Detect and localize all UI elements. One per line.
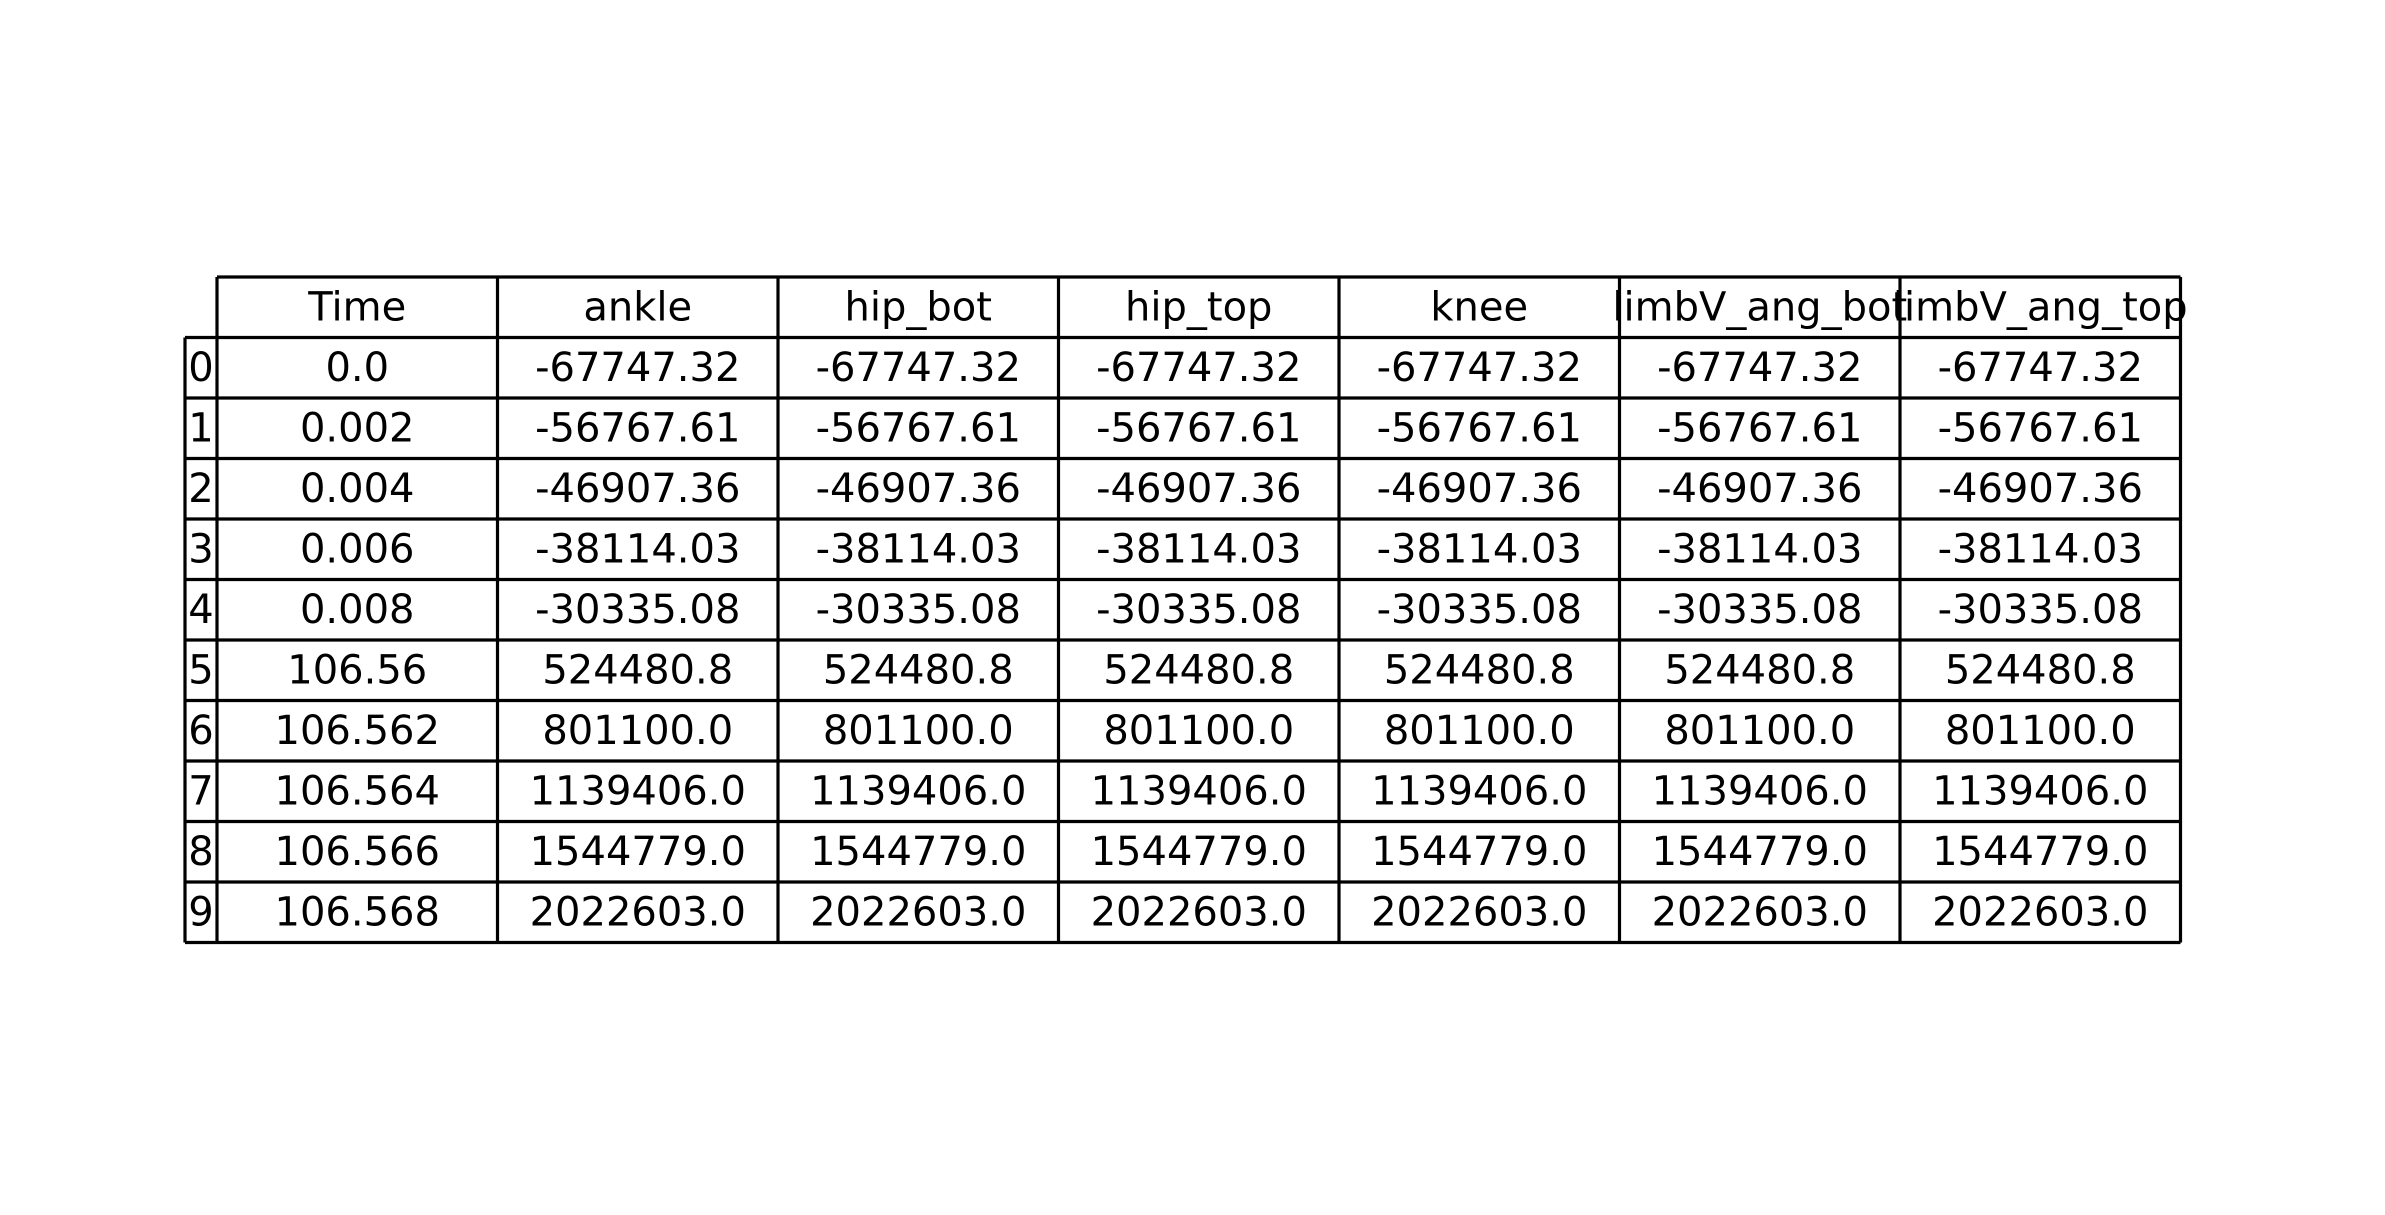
table-cell: -56767.61 — [535, 405, 741, 452]
table-cell: 106.566 — [274, 828, 440, 875]
table-cell: 801100.0 — [1383, 707, 1575, 754]
table-cell: 0.0 — [325, 344, 390, 391]
table-cell: 801100.0 — [1103, 707, 1295, 754]
table-cell: -30335.08 — [1657, 586, 1863, 633]
table-cell: 106.564 — [274, 768, 440, 815]
table-cell: -30335.08 — [1376, 586, 1582, 633]
table-cell: -38114.03 — [815, 526, 1021, 573]
table-cell: -30335.08 — [1937, 586, 2143, 633]
row-index-label: 2 — [188, 465, 214, 512]
table-cell: 524480.8 — [1664, 647, 1856, 694]
table-cell: -67747.32 — [1657, 344, 1863, 391]
table-cell: -56767.61 — [1096, 405, 1302, 452]
table-cell: 2022603.0 — [1371, 889, 1588, 936]
column-header-time: Time — [308, 284, 407, 331]
table-cell: 0.008 — [299, 586, 415, 633]
row-index-label: 8 — [188, 828, 214, 875]
table-cell: -67747.32 — [1096, 344, 1302, 391]
table-cell: 1139406.0 — [529, 768, 746, 815]
table-cell: -67747.32 — [1937, 344, 2143, 391]
table-cell: -46907.36 — [535, 465, 741, 512]
table-cell: 106.56 — [287, 647, 428, 694]
table-cell: 1139406.0 — [1651, 768, 1868, 815]
table-cell: 1544779.0 — [810, 828, 1027, 875]
table-cell: -46907.36 — [1657, 465, 1863, 512]
table-cell: 801100.0 — [1664, 707, 1856, 754]
row-index-label: 6 — [188, 707, 214, 754]
table-cell: -56767.61 — [1376, 405, 1582, 452]
table-cell: 106.562 — [274, 707, 440, 754]
table-cell: 2022603.0 — [1651, 889, 1868, 936]
table-cell: -56767.61 — [1657, 405, 1863, 452]
table-cell: 801100.0 — [1944, 707, 2136, 754]
table-cell: -30335.08 — [815, 586, 1021, 633]
table-cell: -38114.03 — [1657, 526, 1863, 573]
table-cell: 0.004 — [299, 465, 415, 512]
table-cell: 524480.8 — [542, 647, 734, 694]
table-cell: 2022603.0 — [1090, 889, 1307, 936]
table-cell: -46907.36 — [1376, 465, 1582, 512]
table-cell: 106.568 — [274, 889, 440, 936]
table-cell: -46907.36 — [1096, 465, 1302, 512]
table-cell: -38114.03 — [1096, 526, 1302, 573]
column-header-hip-top: hip_top — [1125, 284, 1273, 331]
table-cell: 2022603.0 — [1932, 889, 2149, 936]
table-cell: 0.002 — [299, 405, 415, 452]
table-cell: -56767.61 — [1937, 405, 2143, 452]
row-index-label: 5 — [188, 647, 214, 694]
table-cell: -56767.61 — [815, 405, 1021, 452]
table-cell: 2022603.0 — [529, 889, 746, 936]
column-header-knee: knee — [1430, 284, 1529, 331]
table-cell: -38114.03 — [1376, 526, 1582, 573]
column-header-limbv-ang-bot: limbV_ang_bot — [1612, 284, 1908, 331]
row-index-label: 1 — [188, 405, 214, 452]
table-cell: 1544779.0 — [1651, 828, 1868, 875]
table-cell: 524480.8 — [822, 647, 1014, 694]
column-header-limbv-ang-top: limbV_ang_top — [1892, 284, 2188, 331]
table-cell: -30335.08 — [1096, 586, 1302, 633]
table-cell: 1139406.0 — [1932, 768, 2149, 815]
table-cell: 1544779.0 — [1371, 828, 1588, 875]
table-cell: 2022603.0 — [810, 889, 1027, 936]
table-cell: 0.006 — [299, 526, 415, 573]
row-index-label: 4 — [188, 586, 214, 633]
table-cell: 1544779.0 — [529, 828, 746, 875]
column-header-ankle: ankle — [583, 284, 693, 331]
table-cell: -67747.32 — [815, 344, 1021, 391]
table-cell: 1139406.0 — [1371, 768, 1588, 815]
table-cell: -46907.36 — [1937, 465, 2143, 512]
table-cell: 801100.0 — [542, 707, 734, 754]
column-header-hip-bot: hip_bot — [844, 284, 992, 331]
table-cell: 801100.0 — [822, 707, 1014, 754]
table-cell: 1544779.0 — [1090, 828, 1307, 875]
row-index-label: 3 — [188, 526, 214, 573]
table-cell: 524480.8 — [1103, 647, 1295, 694]
table-cell: -46907.36 — [815, 465, 1021, 512]
table-cell: -67747.32 — [535, 344, 741, 391]
table-cell: -38114.03 — [535, 526, 741, 573]
table-cell: 1139406.0 — [810, 768, 1027, 815]
row-index-label: 7 — [188, 768, 214, 815]
table-cell: 1139406.0 — [1090, 768, 1307, 815]
table-cell: 1544779.0 — [1932, 828, 2149, 875]
table-cell: -38114.03 — [1937, 526, 2143, 573]
table-cell: -67747.32 — [1376, 344, 1582, 391]
table-cell: -30335.08 — [535, 586, 741, 633]
row-index-label: 0 — [188, 344, 214, 391]
table-cell: 524480.8 — [1383, 647, 1575, 694]
row-index-label: 9 — [188, 889, 214, 936]
table-cell: 524480.8 — [1944, 647, 2136, 694]
